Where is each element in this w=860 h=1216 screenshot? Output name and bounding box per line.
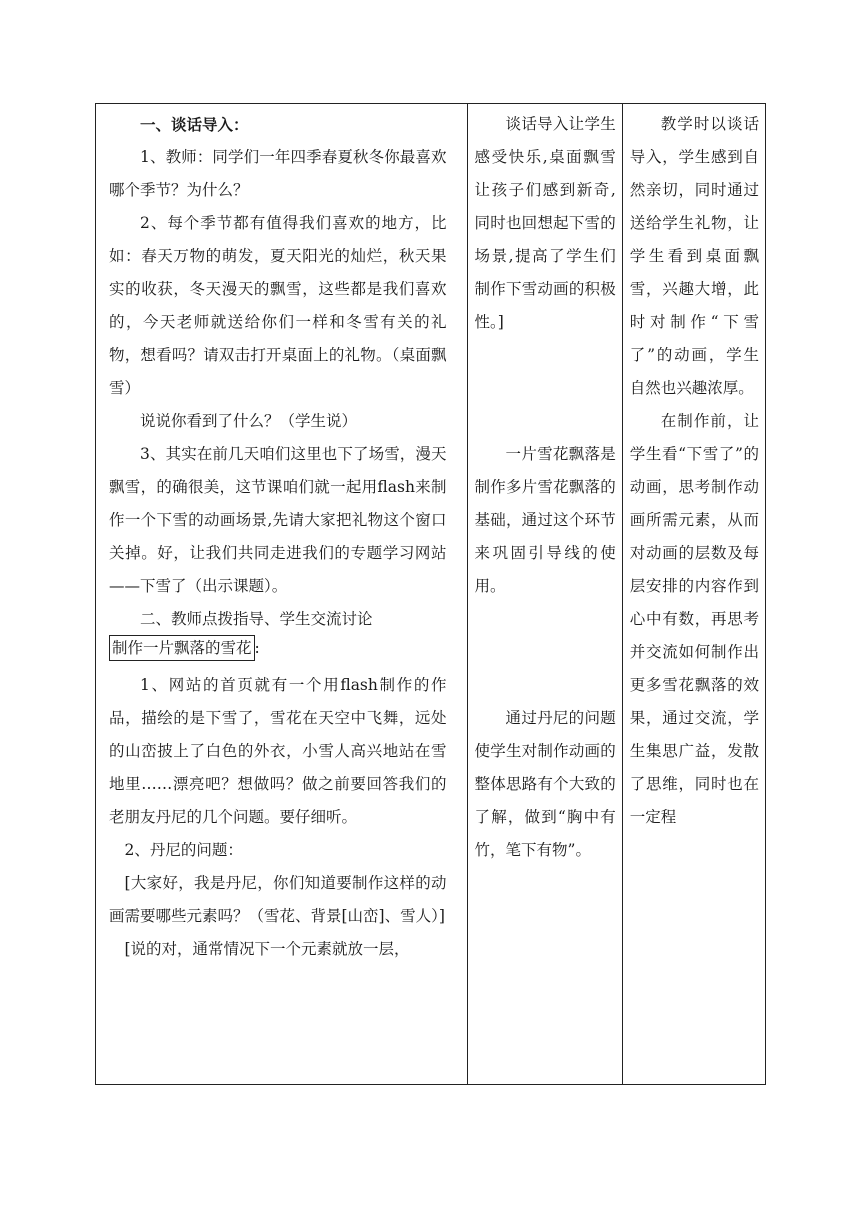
- intent-block-intro: 谈话导入让学生感受快乐,桌面飘雪让孩子们感到新奇,同时也回想起下雪的场景,提高了学生们制作下雪动画的积极性。]: [474, 115, 616, 331]
- paragraph-website-flash: 1、网站的首页就有一个用flash制作的作品，描绘的是下雪了，雪花在天空中飞舞，远处的山峦披上了白色的外衣，小雪人高兴地站在雪地里……漂亮吧？想做吗？做之前要回答我们的老朋友丹尼的几个问题。要仔细听。: [109, 676, 447, 826]
- intent-block-danny: 通过丹尼的问题使学生对制作动画的整体思路有个大致的了解，做到“胸中有竹，笔下有物”。: [474, 709, 616, 859]
- section-heading-guidance: 二、教师点拨指导、学生交流讨论: [140, 610, 373, 628]
- boxed-subheading-colon: :: [254, 639, 260, 657]
- paragraph-danny-question-2: [说的对，通常情况下一个元素就放一层，: [124, 940, 410, 958]
- boxed-subheading: 制作一片飘落的雪花: [109, 635, 255, 661]
- reflection-block-making: 在制作前，让学生看“下雪了”的动画，思考制作动画所需元素，从而对动画的层数及每层安排的内容作到心中有数，再思考并交流如何制作出更多雪花飘落的效果，通过交流，学生集思广益，发散了思维，同时也在一定程: [629, 412, 759, 826]
- boxed-subheading-line: [109, 632, 447, 665]
- paragraph-teacher-question: 1、教师：同学们一年四季春夏秋冬你最喜欢哪个季节？为什么？: [109, 148, 447, 199]
- table-row: [96, 104, 766, 1085]
- section-heading-intro: 一、谈话导入：: [140, 115, 249, 134]
- paragraph-danny-questions-title: 2、丹尼的问题：: [124, 841, 243, 859]
- lesson-plan-table: [95, 103, 766, 1085]
- reflection-block-intro: 教学时以谈话导入，学生感到自然亲切，同时通过送给学生礼物，让学生看到桌面飘雪，兴趣大增，此时对制作“下雪了”的动画，学生自然也兴趣浓厚。: [629, 115, 759, 397]
- intent-block-snowflake: 一片雪花飘落是制作多片雪花飘落的基础，通过这个环节来巩固引导线的使用。: [474, 445, 616, 595]
- paragraph-students-say: 说说你看到了什么？（学生说）: [140, 412, 358, 430]
- design-intent-cell: [467, 104, 622, 1085]
- paragraph-seasons: 2、每个季节都有值得我们喜欢的地方，比如：春天万物的萌发，夏天阳光的灿烂，秋天果实的收获，冬天漫天的飘雪，这些都是我们喜欢的，今天老师就送给你们一样和冬雪有关的礼物，想看吗？请双击打开桌面上的礼物。（桌面飘雪）: [109, 214, 447, 397]
- paragraph-danny-question-1: [大家好，我是丹尼，你们知道要制作这样的动画需要哪些元素吗？（雪花、背景[山峦]、雪人）]: [109, 874, 447, 925]
- paragraph-snow-intro: 3、其实在前几天咱们这里也下了场雪，漫天飘雪，的确很美，这节课咱们就一起用flash来制作一个下雪的动画场景,先请大家把礼物这个窗口关掉。好，让我们共同走进我们的专题学习网站——下雪了（出示课题）。: [109, 445, 447, 595]
- teaching-process-cell: [96, 104, 468, 1085]
- reflection-cell: [622, 104, 765, 1085]
